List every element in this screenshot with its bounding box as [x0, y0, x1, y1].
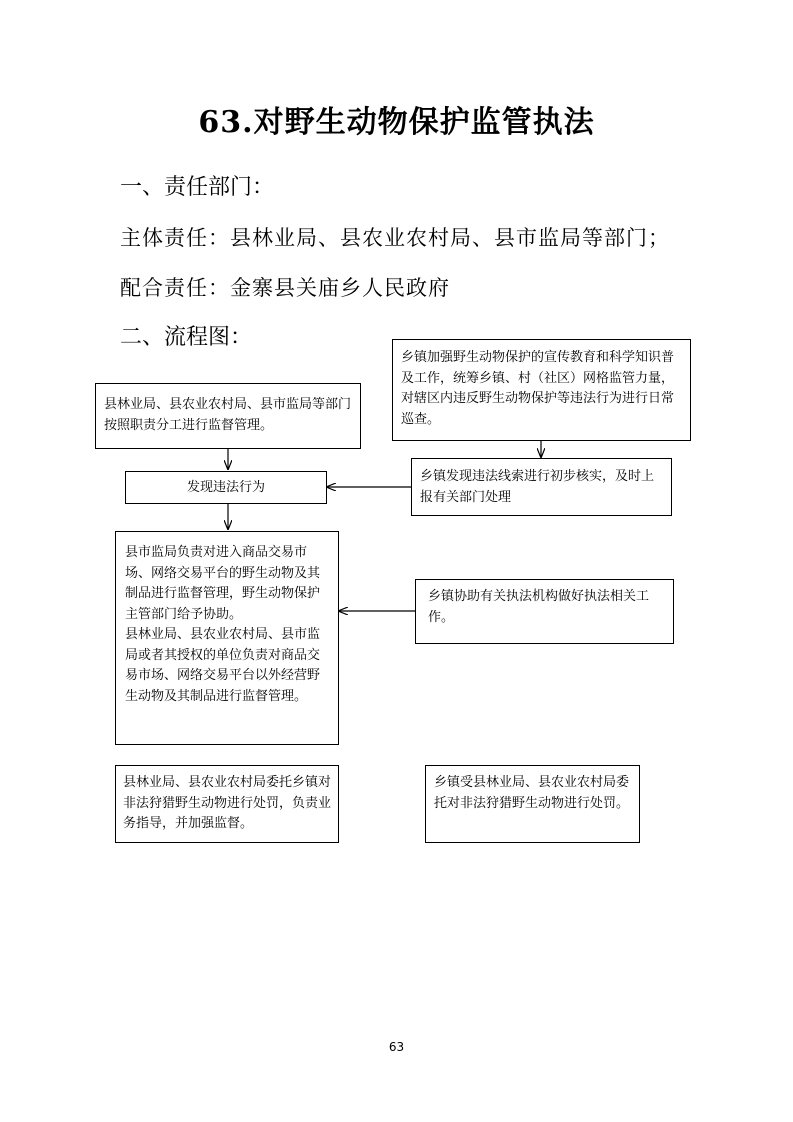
- box-town-verify: 乡镇发现违法线索进行初步核实，及时上报有关部门处理: [411, 458, 672, 516]
- page-number: 63: [388, 1040, 405, 1054]
- box-town-publicity: 乡镇加强野生动物保护的宣传教育和科学知识普及工作，统筹乡镇、村（社区）网格监管力量，对辖区内违反野生动物保护等违法行为进行日常巡查。: [392, 339, 691, 441]
- section-heading-flowchart: 二、流程图：: [120, 325, 253, 350]
- box-town-entrusted: 乡镇受县林业局、县农业农村局委托对非法狩猎野生动物进行处罚。: [425, 765, 640, 843]
- box-market-supervision: 县市监局负责对进入商品交易市场、网络交易平台的野生动物及其制品进行监督管理，野生动物保护主管部门给予协助。 县林业局、县农业农村局、县市监局或者其授权的单位负责对商品交易市场、网络交易平台以外经营野生动物及其制品进行监督管理。: [115, 531, 339, 745]
- primary-responsibility-text: 主体责任：县林业局、县农业农村局、县市监局等部门；: [120, 226, 670, 250]
- box-county-entrust: 县林业局、县农业农村局委托乡镇对非法狩猎野生动物进行处罚，负责业务指导，并加强监督。: [115, 765, 339, 843]
- secondary-responsibility-text: 配合责任：金寨县关庙乡人民政府: [120, 276, 450, 300]
- box-discover-violation: 发现违法行为: [125, 471, 327, 504]
- section-heading-responsibility: 一、责任部门：: [120, 175, 275, 200]
- box-town-assist: 乡镇协助有关执法机构做好执法相关工作。: [415, 579, 674, 644]
- page-title: 63.对野生动物保护监管执法: [198, 105, 595, 140]
- box-county-supervision: 县林业局、县农业农村局、县市监局等部门按照职责分工进行监督管理。: [95, 383, 361, 449]
